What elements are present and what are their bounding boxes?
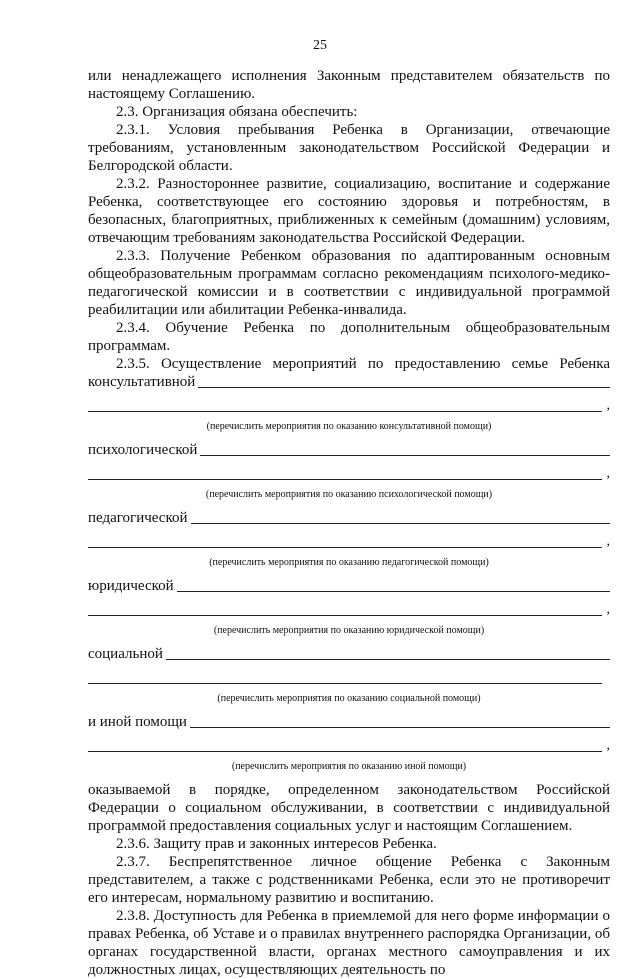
- assist-label: психологической: [88, 442, 198, 458]
- assist-hint: (перечислить мероприятия по оказанию психологической помощи): [205, 489, 493, 500]
- assist-field-other: [88, 713, 610, 731]
- paragraph-provided: оказываемой в порядке, определенном законодательством Российской Федерации о социальном обслуживании, в соответствии с индивидуальной программой предоставления социальных услуг и настоящим Соглашением.: [88, 782, 610, 834]
- fill-line-continuation[interactable]: [88, 399, 610, 415]
- paragraph-2-3-2: 2.3.2. Разностороннее развитие, социализацию, воспитание и содержание Ребенка, соответствующее его состоянию здоровья и потребностям, в безопасных, благоприятных, приближенных к семейным (домашним) условиям, отвечающим требованиям законодательства Российской Федерации.: [88, 176, 610, 246]
- assist-field-legal: [88, 577, 610, 595]
- paragraph-2-3-5: 2.3.5. Осуществление мероприятий по предоставлению семье Ребенка: [116, 356, 610, 372]
- comma: ,: [606, 466, 610, 481]
- fill-line-continuation[interactable]: [88, 467, 610, 483]
- fill-line-continuation[interactable]: [88, 739, 610, 755]
- fill-line-continuation[interactable]: [88, 671, 610, 687]
- assist-label: консультативной: [88, 374, 196, 390]
- assist-hint: (перечислить мероприятия по оказанию социальной помощи): [217, 693, 481, 704]
- assist-hint: (перечислить мероприятия по оказанию консультативной помощи): [206, 421, 492, 432]
- comma: ,: [606, 534, 610, 549]
- fill-line[interactable]: [198, 386, 610, 388]
- fill-line[interactable]: [190, 726, 610, 728]
- document-body: [88, 67, 610, 979]
- fill-line-continuation[interactable]: [88, 603, 610, 619]
- fill-line[interactable]: [166, 658, 610, 660]
- assist-hint: (перечислить мероприятия по оказанию педагогической помощи): [209, 557, 489, 568]
- paragraph-2-3-6: 2.3.6. Защиту прав и законных интересов Ребенка.: [116, 836, 437, 852]
- paragraph-2-3: 2.3. Организация обязана обеспечить:: [116, 104, 358, 120]
- assist-hint: (перечислить мероприятия по оказанию иной помощи): [231, 761, 467, 772]
- comma: ,: [606, 602, 610, 617]
- paragraph-2-3-1: 2.3.1. Условия пребывания Ребенка в Организации, отвечающие требованиям, установленным законодательством Российской Федерации и Белгородской области.: [88, 122, 610, 174]
- assist-label: юридической: [88, 578, 174, 594]
- comma: ,: [606, 738, 610, 753]
- assist-field-pedagogical: [88, 509, 610, 527]
- paragraph-2-3-4: 2.3.4. Обучение Ребенка по дополнительным общеобразовательным программам.: [88, 320, 610, 354]
- fill-line[interactable]: [200, 454, 610, 456]
- fill-line[interactable]: [191, 522, 610, 524]
- assist-label: социальной: [88, 646, 163, 662]
- paragraph-2-3-8: 2.3.8. Доступность для Ребенка в приемлемой для него форме информации о правах Ребенка, об Уставе и о правилах внутреннего распорядка Организации, об органах государственной власти, органах местного самоуправления и их должностных лицах, осуществляющих деятельность по: [88, 908, 610, 978]
- assist-label: и иной помощи: [88, 714, 187, 730]
- page-number: 25: [313, 38, 327, 53]
- paragraph-2-3-3: 2.3.3. Получение Ребенком образования по адаптированным основным общеобразовательным программам согласно рекомендациям психолого-медико-педагогической комиссии и в соответствии с индивидуальной программой реабилитации или абилитации Ребенка-инвалида.: [88, 248, 610, 318]
- assist-hint: (перечислить мероприятия по оказанию юридической помощи): [213, 625, 485, 636]
- paragraph-2-3-7: 2.3.7. Беспрепятственное личное общение Ребенка с Законным представителем, а также с родственниками Ребенка, если это не противоречит его интересам, нормальному развитию и воспитанию.: [88, 854, 610, 906]
- assist-label: педагогической: [88, 510, 188, 526]
- assist-field-psychological: [88, 441, 610, 459]
- fill-line[interactable]: [177, 590, 610, 592]
- comma: ,: [606, 398, 610, 413]
- assist-field-consultative: [88, 373, 610, 391]
- assist-field-social: [88, 645, 610, 663]
- paragraph-continuation: или ненадлежащего исполнения Законным представителем обязательств по настоящему Соглашению.: [88, 68, 610, 102]
- fill-line-continuation[interactable]: [88, 535, 610, 551]
